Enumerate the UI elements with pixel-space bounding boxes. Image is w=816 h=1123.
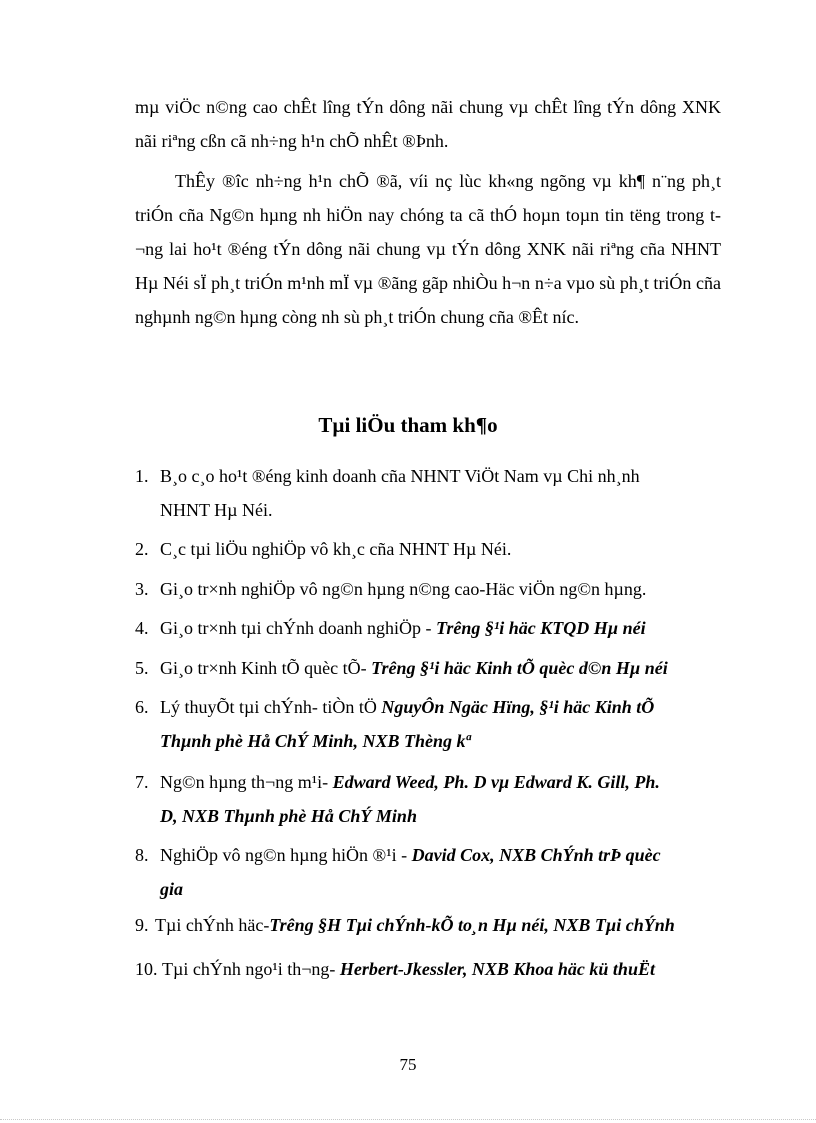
reference-number: 8. <box>135 845 149 865</box>
reference-item-7 <box>135 765 721 833</box>
reference-text: B¸o c¸o ho¹t ®éng kinh doanh cña NHNT ViÖt Nam vµ Chi nh¸nh <box>160 466 640 486</box>
reference-number: 5. <box>135 658 149 678</box>
reference-item-6 <box>135 690 721 758</box>
reference-text: Lý thuyÕt tµi chÝnh- tiÒn tÖ <box>160 697 382 717</box>
reference-source-continuation: Thµnh phè Hå ChÝ Minh, NXB Thèng kª <box>160 731 471 751</box>
reference-source: Herbert-Jkessler, NXB Khoa häc kü thuËt <box>339 959 655 979</box>
reference-continuation: NHNT Hµ Néi. <box>160 500 273 520</box>
reference-item-9 <box>135 908 735 942</box>
reference-text: Gi¸o tr×nh nghiÖp vô ng©n hµng n©ng cao-Häc viÖn ng©n hµng. <box>160 579 647 599</box>
reference-text: NghiÖp vô ng©n hµng hiÖn ®¹i - <box>160 845 412 865</box>
reference-text: Gi¸o tr×nh tµi chÝnh doanh nghiÖp - <box>160 618 436 638</box>
reference-item-3 <box>135 572 735 606</box>
reference-text: C¸c tµi liÖu nghiÖp vô kh¸c cña NHNT Hµ Néi. <box>160 539 512 559</box>
body-paragraph-2: ThÊy ®îc nh÷ng h¹n chÕ ®ã, víi nç lùc kh«ng ngõng vµ kh¶ n¨ng ph¸t triÓn cña Ng©n hµng nh hiÖn nay chóng ta cã thÓ hoµn toµn tin tëng trong t¬ng lai ho¹t ®éng tÝn dông nãi chung vµ tÝn dông XNK nãi riªng cña NHNT Hµ Néi sÏ ph¸t triÓn m¹nh mÏ vµ ®ãng gãp nhiÒu h¬n n÷a vµo sù ph¸t triÓn cña nghµnh ng©n hµng còng nh sù ph¸t triÓn chung cña ®Êt níc. <box>135 171 721 327</box>
reference-source-continuation: gia <box>160 879 184 899</box>
reference-source: Trêng §¹i häc KTQD Hµ néi <box>436 618 646 638</box>
reference-number: 2. <box>135 539 149 559</box>
reference-number: 4. <box>135 618 149 638</box>
reference-number: 7. <box>135 772 149 792</box>
reference-number: 1. <box>135 466 149 486</box>
reference-text: Ng©n hµng th¬ng m¹i- <box>160 772 333 792</box>
reference-number: 3. <box>135 579 149 599</box>
reference-item-1 <box>135 459 721 527</box>
page-footer-divider <box>0 1119 816 1120</box>
reference-number: 9. <box>135 915 149 935</box>
reference-source: Trêng §¹i häc Kinh tÕ quèc d©n Hµ néi <box>371 658 668 678</box>
reference-item-8 <box>135 838 721 906</box>
reference-number: 6. <box>135 697 149 717</box>
reference-text: Tµi chÝnh ngo¹i th¬ng- <box>162 959 340 979</box>
reference-item-10 <box>135 952 735 986</box>
reference-item-2 <box>135 532 735 566</box>
reference-source: David Cox, NXB ChÝnh trÞ quèc <box>411 845 661 865</box>
reference-source: NguyÔn Ngäc Hïng, §¹i häc Kinh tÕ <box>381 697 655 717</box>
page-number: 75 <box>399 1055 417 1074</box>
reference-source-continuation: D, NXB Thµnh phè Hå ChÝ Minh <box>160 806 417 826</box>
reference-source: Edward Weed, Ph. D vµ Edward K. Gill, Ph. <box>332 772 660 792</box>
references-heading: Tµi liÖu tham kh¶o <box>318 413 498 437</box>
reference-source: Trêng §H Tµi chÝnh-kÕ to¸n Hµ néi, NXB Tµi chÝnh <box>269 915 675 935</box>
reference-item-4 <box>135 611 735 645</box>
reference-item-5 <box>135 651 735 685</box>
reference-text: Tµi chÝnh häc- <box>155 915 270 935</box>
body-paragraph-1: mµ viÖc n©ng cao chÊt lîng tÝn dông nãi chung vµ chÊt lîng tÝn dông XNK nãi riªng cßn cã nh÷ng h¹n chÕ nhÊt ®Þnh. <box>135 97 721 151</box>
reference-text: Gi¸o tr×nh Kinh tÕ quèc tÕ- <box>160 658 372 678</box>
reference-number: 10. <box>135 959 158 979</box>
